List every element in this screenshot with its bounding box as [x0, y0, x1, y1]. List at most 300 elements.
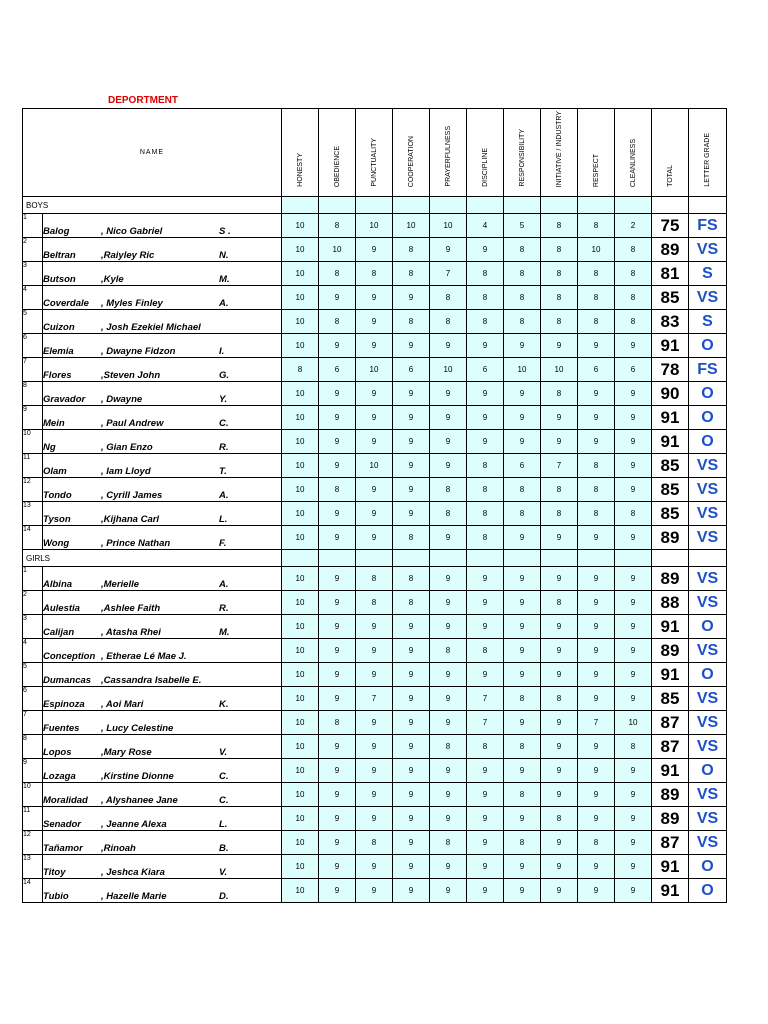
- student-name: [43, 615, 282, 639]
- score-cell: 10: [282, 334, 319, 358]
- score-cell: 9: [615, 663, 652, 687]
- score-cell: 8: [541, 238, 578, 262]
- middle-initial: C.: [219, 795, 229, 806]
- score-cell: 7: [467, 687, 504, 711]
- first-name: , Hazelle Marie: [101, 891, 167, 902]
- total-cell: 91: [652, 663, 689, 687]
- middle-initial: V.: [219, 867, 228, 878]
- score-cell: 9: [430, 526, 467, 550]
- middle-initial: S .: [219, 226, 231, 237]
- score-cell: 10: [282, 454, 319, 478]
- first-name: ,Mary Rose: [101, 747, 152, 758]
- score-cell: 9: [504, 334, 541, 358]
- column-header-label: RESPONSIBILITY: [518, 129, 526, 187]
- letter-grade-cell: O: [689, 879, 727, 903]
- letter-grade-cell: VS: [689, 687, 727, 711]
- student-name: [43, 687, 282, 711]
- score-cell: 8: [541, 807, 578, 831]
- middle-initial: M.: [219, 274, 230, 285]
- score-cell: 10: [282, 615, 319, 639]
- score-cell: 9: [467, 567, 504, 591]
- score-cell: 8: [578, 478, 615, 502]
- score-cell: 9: [319, 406, 356, 430]
- score-cell: 8: [430, 639, 467, 663]
- score-cell: 8: [578, 310, 615, 334]
- column-header: [319, 109, 356, 197]
- score-cell: 9: [356, 615, 393, 639]
- score-cell: 8: [467, 262, 504, 286]
- empty-cell: [652, 550, 689, 567]
- table-row: [23, 478, 727, 502]
- first-name: , Jeanne Alexa: [101, 819, 167, 830]
- row-number: 2: [23, 238, 43, 262]
- score-cell: 9: [356, 334, 393, 358]
- score-cell: 8: [541, 286, 578, 310]
- last-name: Lopos: [43, 747, 72, 758]
- score-cell: 8: [615, 238, 652, 262]
- row-number: 1: [23, 214, 43, 238]
- table-row: [23, 454, 727, 478]
- score-cell: 9: [541, 711, 578, 735]
- empty-cell: [615, 197, 652, 214]
- score-cell: 10: [282, 262, 319, 286]
- score-cell: 9: [430, 406, 467, 430]
- empty-cell: [689, 197, 727, 214]
- score-cell: 9: [615, 567, 652, 591]
- last-name: Tondo: [43, 490, 72, 501]
- last-name: Lozaga: [43, 771, 76, 782]
- total-cell: 89: [652, 639, 689, 663]
- score-cell: 9: [578, 807, 615, 831]
- score-cell: 8: [393, 238, 430, 262]
- student-name: [43, 735, 282, 759]
- score-cell: 9: [615, 591, 652, 615]
- score-cell: 10: [430, 214, 467, 238]
- last-name: Moralidad: [43, 795, 88, 806]
- empty-cell: [393, 550, 430, 567]
- score-cell: 9: [430, 454, 467, 478]
- empty-cell: [319, 550, 356, 567]
- score-cell: 9: [356, 430, 393, 454]
- score-cell: 9: [615, 430, 652, 454]
- score-cell: 9: [615, 759, 652, 783]
- student-name: [43, 406, 282, 430]
- empty-cell: [652, 197, 689, 214]
- score-cell: 9: [467, 238, 504, 262]
- total-cell: 85: [652, 478, 689, 502]
- section-label: BOYS: [23, 197, 282, 214]
- total-cell: 87: [652, 711, 689, 735]
- table-row: [23, 502, 727, 526]
- score-cell: 9: [541, 735, 578, 759]
- score-cell: 9: [430, 855, 467, 879]
- score-cell: 9: [430, 663, 467, 687]
- table-row: [23, 879, 727, 903]
- last-name: Gravador: [43, 394, 86, 405]
- student-name: [43, 855, 282, 879]
- score-cell: 9: [393, 334, 430, 358]
- score-cell: 9: [615, 783, 652, 807]
- total-cell: 90: [652, 382, 689, 406]
- row-number: 9: [23, 759, 43, 783]
- score-cell: 8: [541, 262, 578, 286]
- score-cell: 9: [430, 783, 467, 807]
- score-cell: 9: [615, 382, 652, 406]
- score-cell: 9: [393, 382, 430, 406]
- letter-grade-cell: VS: [689, 238, 727, 262]
- last-name: Beltran: [43, 250, 76, 261]
- score-cell: 9: [504, 526, 541, 550]
- score-cell: 9: [504, 567, 541, 591]
- score-cell: 10: [393, 214, 430, 238]
- score-cell: 9: [504, 663, 541, 687]
- score-cell: 8: [541, 478, 578, 502]
- score-cell: 8: [578, 262, 615, 286]
- letter-grade-cell: FS: [689, 214, 727, 238]
- score-cell: 9: [578, 663, 615, 687]
- score-cell: 9: [430, 238, 467, 262]
- page-title: DEPORTMENT: [108, 95, 178, 106]
- middle-initial: G.: [219, 370, 230, 381]
- score-cell: 9: [578, 687, 615, 711]
- empty-cell: [282, 550, 319, 567]
- score-cell: 9: [319, 831, 356, 855]
- score-cell: 10: [430, 358, 467, 382]
- total-cell: 85: [652, 502, 689, 526]
- score-cell: 8: [504, 831, 541, 855]
- score-cell: 7: [430, 262, 467, 286]
- score-cell: 9: [319, 735, 356, 759]
- letter-grade-cell: VS: [689, 286, 727, 310]
- score-cell: 9: [578, 382, 615, 406]
- section-label: GIRLS: [23, 550, 282, 567]
- middle-initial: B.: [219, 843, 229, 854]
- table-row: [23, 807, 727, 831]
- score-cell: 2: [615, 214, 652, 238]
- table-row: [23, 286, 727, 310]
- total-cell: 89: [652, 567, 689, 591]
- student-name: [43, 454, 282, 478]
- score-cell: 8: [504, 310, 541, 334]
- score-cell: 6: [467, 358, 504, 382]
- score-cell: 8: [541, 591, 578, 615]
- total-cell: 91: [652, 759, 689, 783]
- score-cell: 10: [541, 358, 578, 382]
- score-cell: 10: [282, 430, 319, 454]
- first-name: , Dwayne: [101, 394, 143, 405]
- column-header: [282, 109, 319, 197]
- total-cell: 91: [652, 406, 689, 430]
- score-cell: 9: [615, 334, 652, 358]
- student-name: [43, 262, 282, 286]
- score-cell: 9: [430, 759, 467, 783]
- total-cell: 85: [652, 687, 689, 711]
- score-cell: 8: [356, 262, 393, 286]
- score-cell: 8: [393, 591, 430, 615]
- score-cell: 6: [578, 358, 615, 382]
- letter-grade-cell: O: [689, 759, 727, 783]
- student-name: [43, 286, 282, 310]
- score-cell: 10: [282, 759, 319, 783]
- score-cell: 9: [578, 759, 615, 783]
- score-cell: 8: [615, 286, 652, 310]
- score-cell: 8: [430, 310, 467, 334]
- score-cell: 9: [430, 382, 467, 406]
- first-name: ,Steven John: [101, 370, 161, 381]
- letter-grade-cell: VS: [689, 502, 727, 526]
- score-cell: 9: [578, 855, 615, 879]
- total-cell: 89: [652, 238, 689, 262]
- row-number: 7: [23, 711, 43, 735]
- first-name: ,Raiyley Ric: [101, 250, 155, 261]
- score-cell: 9: [356, 286, 393, 310]
- table-row: [23, 358, 727, 382]
- column-header: [467, 109, 504, 197]
- table-row: [23, 783, 727, 807]
- score-cell: 8: [578, 454, 615, 478]
- table-row: [23, 855, 727, 879]
- score-cell: 9: [504, 591, 541, 615]
- student-name: [43, 807, 282, 831]
- row-number: 11: [23, 807, 43, 831]
- score-cell: 8: [393, 310, 430, 334]
- score-cell: 9: [356, 759, 393, 783]
- score-cell: 9: [467, 759, 504, 783]
- score-cell: 9: [356, 711, 393, 735]
- score-cell: 9: [319, 526, 356, 550]
- last-name: Cuizon: [43, 322, 75, 333]
- score-cell: 9: [393, 286, 430, 310]
- score-cell: 9: [578, 526, 615, 550]
- row-number: 3: [23, 615, 43, 639]
- middle-initial: L.: [219, 819, 228, 830]
- score-cell: 9: [578, 639, 615, 663]
- student-name: [43, 382, 282, 406]
- score-cell: 9: [356, 502, 393, 526]
- row-number: 14: [23, 879, 43, 903]
- student-name: [43, 639, 282, 663]
- score-cell: 8: [504, 238, 541, 262]
- score-cell: 9: [356, 855, 393, 879]
- last-name: Ng: [43, 442, 56, 453]
- table-row: [23, 214, 727, 238]
- score-cell: 9: [319, 663, 356, 687]
- table-row: [23, 430, 727, 454]
- first-name: , Cyrill James: [101, 490, 163, 501]
- score-cell: 9: [504, 759, 541, 783]
- middle-initial: N.: [219, 250, 229, 261]
- empty-cell: [393, 197, 430, 214]
- score-cell: 9: [541, 759, 578, 783]
- score-cell: 9: [319, 807, 356, 831]
- score-cell: 6: [393, 358, 430, 382]
- score-cell: 9: [467, 663, 504, 687]
- column-header: [430, 109, 467, 197]
- score-cell: 10: [282, 382, 319, 406]
- score-cell: 8: [467, 526, 504, 550]
- middle-initial: C.: [219, 771, 229, 782]
- score-cell: 8: [430, 478, 467, 502]
- score-cell: 9: [393, 406, 430, 430]
- row-number: 5: [23, 310, 43, 334]
- score-cell: 9: [430, 615, 467, 639]
- score-cell: 9: [578, 406, 615, 430]
- last-name: Tyson: [43, 514, 71, 525]
- row-number: 2: [23, 591, 43, 615]
- score-cell: 9: [430, 591, 467, 615]
- score-cell: 9: [430, 687, 467, 711]
- table-row: [23, 639, 727, 663]
- score-cell: 9: [356, 238, 393, 262]
- student-name: [43, 711, 282, 735]
- score-cell: 8: [578, 286, 615, 310]
- score-cell: 8: [467, 310, 504, 334]
- score-cell: 8: [393, 526, 430, 550]
- score-cell: 9: [578, 591, 615, 615]
- score-cell: 10: [282, 591, 319, 615]
- empty-cell: [541, 197, 578, 214]
- score-cell: 10: [282, 214, 319, 238]
- letter-grade-cell: S: [689, 310, 727, 334]
- score-cell: 9: [504, 639, 541, 663]
- score-cell: 9: [393, 783, 430, 807]
- score-cell: 9: [578, 783, 615, 807]
- empty-cell: [578, 197, 615, 214]
- header-row: [23, 109, 727, 197]
- score-cell: 9: [615, 807, 652, 831]
- letter-grade-cell: VS: [689, 807, 727, 831]
- score-cell: 9: [356, 879, 393, 903]
- score-cell: 9: [467, 831, 504, 855]
- score-cell: 9: [615, 478, 652, 502]
- name-column-header: NAME: [23, 109, 282, 197]
- score-cell: 9: [467, 334, 504, 358]
- row-number: 12: [23, 831, 43, 855]
- score-cell: 9: [356, 783, 393, 807]
- score-cell: 9: [319, 855, 356, 879]
- last-name: Dumancas: [43, 675, 92, 686]
- first-name: , Alyshanee Jane: [101, 795, 178, 806]
- last-name: Fuentes: [43, 723, 80, 734]
- score-cell: 9: [615, 526, 652, 550]
- score-cell: 9: [541, 855, 578, 879]
- score-cell: 9: [393, 879, 430, 903]
- total-cell: 91: [652, 430, 689, 454]
- student-name: [43, 526, 282, 550]
- score-cell: 9: [541, 567, 578, 591]
- first-name: , Josh Ezekiel Michael: [101, 322, 201, 333]
- score-cell: 9: [615, 879, 652, 903]
- score-cell: 8: [430, 735, 467, 759]
- letter-grade-cell: O: [689, 382, 727, 406]
- middle-initial: L.: [219, 514, 228, 525]
- score-cell: 8: [393, 262, 430, 286]
- score-cell: 7: [541, 454, 578, 478]
- score-cell: 6: [615, 358, 652, 382]
- last-name: Albina: [43, 579, 73, 590]
- student-name: [43, 759, 282, 783]
- score-cell: 8: [467, 478, 504, 502]
- score-cell: 8: [504, 735, 541, 759]
- score-cell: 9: [393, 478, 430, 502]
- middle-initial: M.: [219, 627, 230, 638]
- score-cell: 8: [356, 567, 393, 591]
- score-cell: 9: [541, 783, 578, 807]
- score-cell: 9: [319, 591, 356, 615]
- score-cell: 9: [393, 711, 430, 735]
- score-cell: 10: [578, 238, 615, 262]
- score-cell: 8: [541, 382, 578, 406]
- score-cell: 8: [356, 591, 393, 615]
- row-number: 8: [23, 735, 43, 759]
- score-cell: 8: [578, 502, 615, 526]
- table-row: [23, 615, 727, 639]
- score-cell: 9: [541, 663, 578, 687]
- first-name: ,Rinoah: [101, 843, 136, 854]
- row-number: 7: [23, 358, 43, 382]
- middle-initial: T.: [219, 466, 227, 477]
- score-cell: 8: [319, 262, 356, 286]
- letter-grade-cell: O: [689, 430, 727, 454]
- score-cell: 7: [356, 687, 393, 711]
- score-cell: 9: [578, 615, 615, 639]
- score-cell: 8: [430, 831, 467, 855]
- first-name: , Atasha Rhei: [101, 627, 161, 638]
- letter-grade-cell: VS: [689, 526, 727, 550]
- letter-grade-cell: VS: [689, 831, 727, 855]
- score-cell: 10: [504, 358, 541, 382]
- score-cell: 9: [541, 334, 578, 358]
- score-cell: 10: [615, 711, 652, 735]
- score-cell: 10: [282, 478, 319, 502]
- score-cell: 9: [319, 759, 356, 783]
- letter-grade-cell: O: [689, 406, 727, 430]
- letter-grade-cell: VS: [689, 783, 727, 807]
- last-name: Aulestia: [43, 603, 80, 614]
- score-cell: 9: [578, 430, 615, 454]
- score-cell: 9: [393, 855, 430, 879]
- total-cell: 91: [652, 615, 689, 639]
- total-cell: 78: [652, 358, 689, 382]
- score-cell: 10: [282, 286, 319, 310]
- column-header-label: HONESTY: [296, 153, 304, 187]
- score-cell: 9: [467, 615, 504, 639]
- score-cell: 9: [541, 831, 578, 855]
- score-cell: 9: [578, 567, 615, 591]
- table-row: [23, 567, 727, 591]
- total-cell: 88: [652, 591, 689, 615]
- score-cell: 10: [282, 855, 319, 879]
- first-name: ,Kirstine Dionne: [101, 771, 174, 782]
- first-name: , Lucy Celestine: [101, 723, 174, 734]
- empty-cell: [430, 197, 467, 214]
- middle-initial: C.: [219, 418, 229, 429]
- middle-initial: D.: [219, 891, 229, 902]
- empty-cell: [282, 197, 319, 214]
- score-cell: 9: [393, 735, 430, 759]
- letter-grade-cell: VS: [689, 639, 727, 663]
- score-cell: 8: [615, 310, 652, 334]
- score-cell: 9: [504, 382, 541, 406]
- score-cell: 9: [319, 334, 356, 358]
- empty-cell: [356, 550, 393, 567]
- middle-initial: K.: [219, 699, 229, 710]
- row-number: 1: [23, 567, 43, 591]
- first-name: , Dwayne Fidzon: [101, 346, 176, 357]
- row-number: 13: [23, 502, 43, 526]
- student-name: [43, 334, 282, 358]
- score-cell: 9: [393, 807, 430, 831]
